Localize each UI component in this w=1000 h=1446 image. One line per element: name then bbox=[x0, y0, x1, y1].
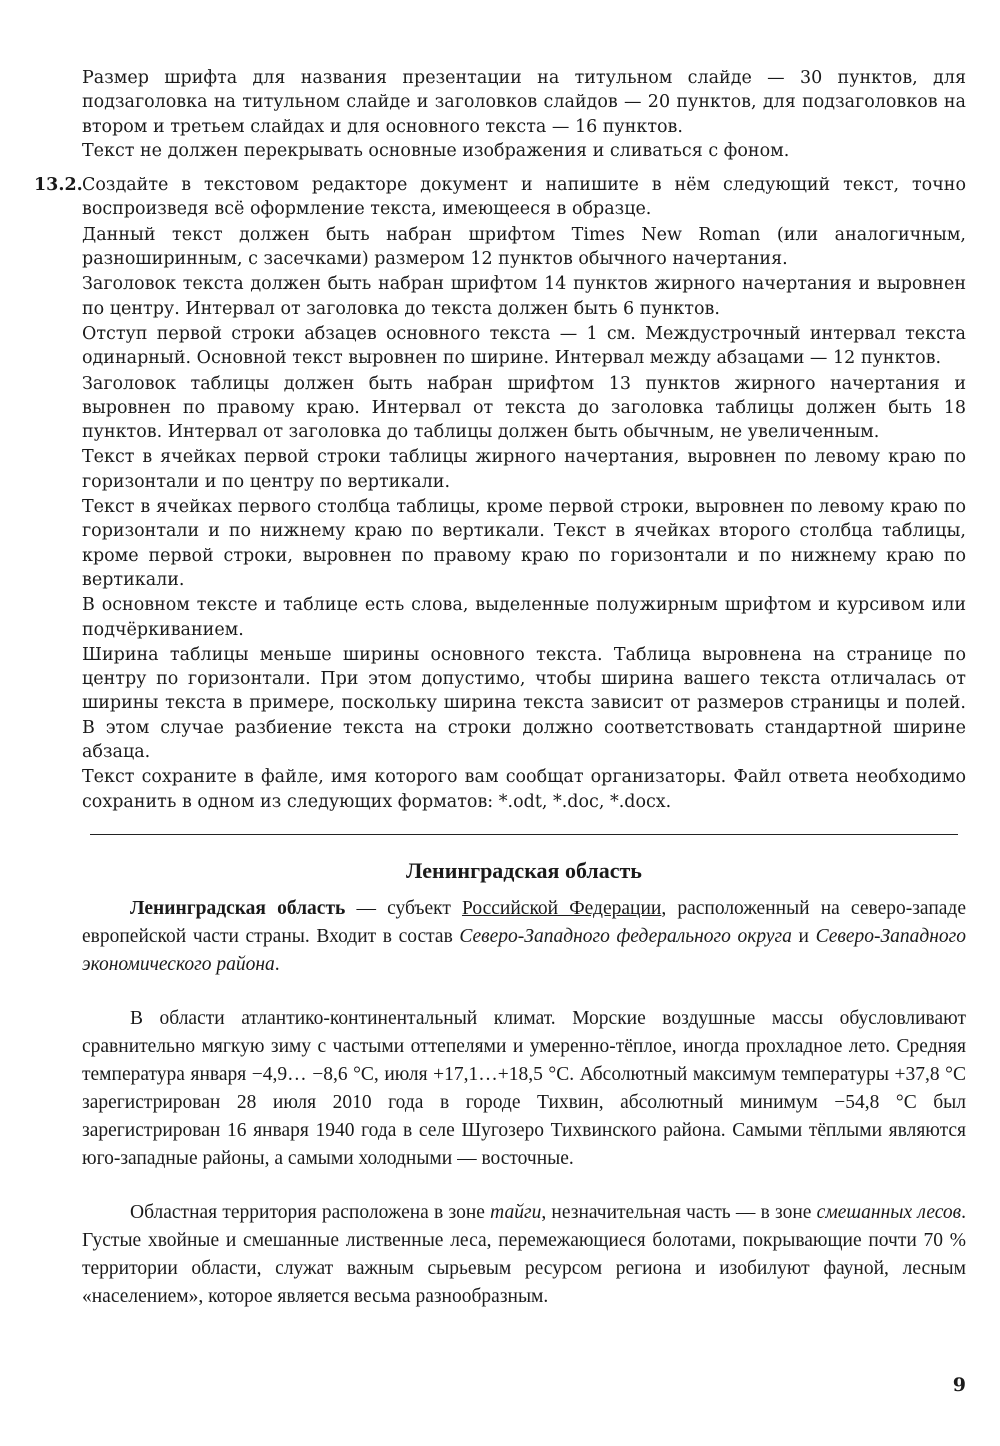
page-number: 9 bbox=[952, 1374, 966, 1396]
task-paragraph: Текст в ячейках первого столбца таблицы, кроме первой строки, выровнен по левому краю по горизонтали и по нижнему краю по вертикали. Текст в ячейках второго столбца таблицы, кроме первой строки, выровнен по правому краю по горизонтали и по нижнему краю по вертикали. bbox=[82, 497, 966, 590]
task-paragraph: Текст в ячейках первой строки таблицы жирного начертания, выровнен по левому краю по горизонтали и по центру по вертикали. bbox=[82, 447, 966, 492]
intro-paragraph-2: Текст не должен перекрывать основные изображения и сливаться с фоном. bbox=[82, 140, 790, 161]
task-paragraph: Данный текст должен быть набран шрифтом Times New Roman (или аналогичным, разноширинным, с засечками) размером 12 пунктов обычного начертания. bbox=[82, 224, 966, 270]
text-run: , расположенный на северо-западе европейской части страны. Входит в состав bbox=[82, 897, 966, 947]
task-13-2 bbox=[34, 173, 966, 814]
task-paragraph: В основном тексте и таблице есть слова, выделенные полужирным шрифтом и курсивом или подчёркиванием. bbox=[82, 595, 966, 640]
page-content bbox=[34, 66, 967, 1337]
italic-term: тайги bbox=[490, 1201, 542, 1223]
text-run: . bbox=[274, 953, 280, 975]
italic-term: Северо-Западного экономического района bbox=[82, 925, 967, 975]
task-paragraph: Ширина таблицы меньше ширины основного текста. Таблица выровнена на странице по центру по горизонтали. При этом допустимо, чтобы ширина вашего текста отличалась от ширины текста в примере, поскольку ширина текста зависит от размеров страницы и полей. В этом случае разбиение текста на строки должно соответствовать стандартной ширине абзаца. bbox=[82, 644, 966, 763]
underlined-term: Российской Федерации bbox=[462, 897, 662, 919]
text-run: , незначительная часть — в зоне bbox=[541, 1201, 817, 1223]
text-run: и bbox=[791, 925, 816, 947]
task-paragraph: Заголовок текста должен быть набран шрифтом 14 пунктов жирного начертания и выровнен по центру. Интервал от заголовка до текста должен быть 6 пунктов. bbox=[82, 274, 966, 319]
task-paragraph: Создайте в текстовом редакторе документ и напишите в нём следующий текст, точно воспроизведя всё оформление текста, имеющееся в образце. bbox=[82, 175, 966, 220]
italic-term: Северо-Западного федерального округа bbox=[459, 925, 792, 947]
sample-paragraph-1 bbox=[82, 895, 966, 979]
text-run: — субъект bbox=[345, 897, 463, 919]
sample-paragraph-3 bbox=[82, 1199, 966, 1311]
bold-term: Ленинградская область bbox=[130, 897, 346, 919]
sample-paragraph-2: В области атлантико-континентальный климат. Морские воздушные массы обусловливают сравнительно мягкую зиму с частыми оттепелями и умеренно-тёплое, иногда прохладное лето. Средняя температура января −4,9… −8,6 °С, июля +17,1…+18,5 °С. Абсолютный максимум температуры +37,8 °С зарегистрирован 28 июля 2010 года в городе Тихвин, абсолютный минимум −54,8 °С был зарегистрирован 16 января 1940 года в селе Шугозеро Тихвинского района. Самыми тёплыми являются юго-западные районы, а самыми холодными — восточные. bbox=[82, 1007, 966, 1169]
task-paragraph: Текст сохраните в файле, имя которого вам сообщат организаторы. Файл ответа необходимо сохранить в одном из следующих форматов: *.odt, *.doc, *.docx. bbox=[82, 767, 966, 812]
italic-term: смешанных лесов bbox=[816, 1201, 962, 1223]
task-number: 13.2. bbox=[34, 175, 83, 196]
intro-paragraph-1: Размер шрифта для названия презентации на титульном слайде — 30 пунктов, для подзаголовка на титульном слайде и заголовков слайдов — 20 пунктов, для подзаголовков на втором и третьем слайдах и для основного текста — 16 пунктов. bbox=[82, 68, 966, 137]
task-paragraph: Отступ первой строки абзацев основного текста — 1 см. Междустрочный интервал текста одинарный. Основной текст выровнен по ширине. Интервал между абзацами — 12 пунктов. bbox=[82, 323, 966, 369]
text-run: Областная территория расположена в зоне bbox=[130, 1201, 491, 1223]
text-run: . Густые хвойные и смешанные лиственные леса, перемежающиеся болотами, покрывающие почти 70 % территории области, служат важным сырьевым ресурсом региона и изобилуют фауной, лесным «населением», которое является весьма разнообразным. bbox=[82, 1201, 966, 1307]
task-paragraph: Заголовок таблицы должен быть набран шрифтом 13 пунктов жирного начертания и выровнен по правому краю. Интервал от текста до заголовка таблицы должен быть 18 пунктов. Интервал от заголовка до таблицы должен быть обычным, не увеличенным. bbox=[82, 373, 966, 443]
sample-text bbox=[82, 857, 966, 1311]
sample-title: Ленинградская область bbox=[406, 857, 642, 883]
section-divider bbox=[90, 834, 958, 835]
